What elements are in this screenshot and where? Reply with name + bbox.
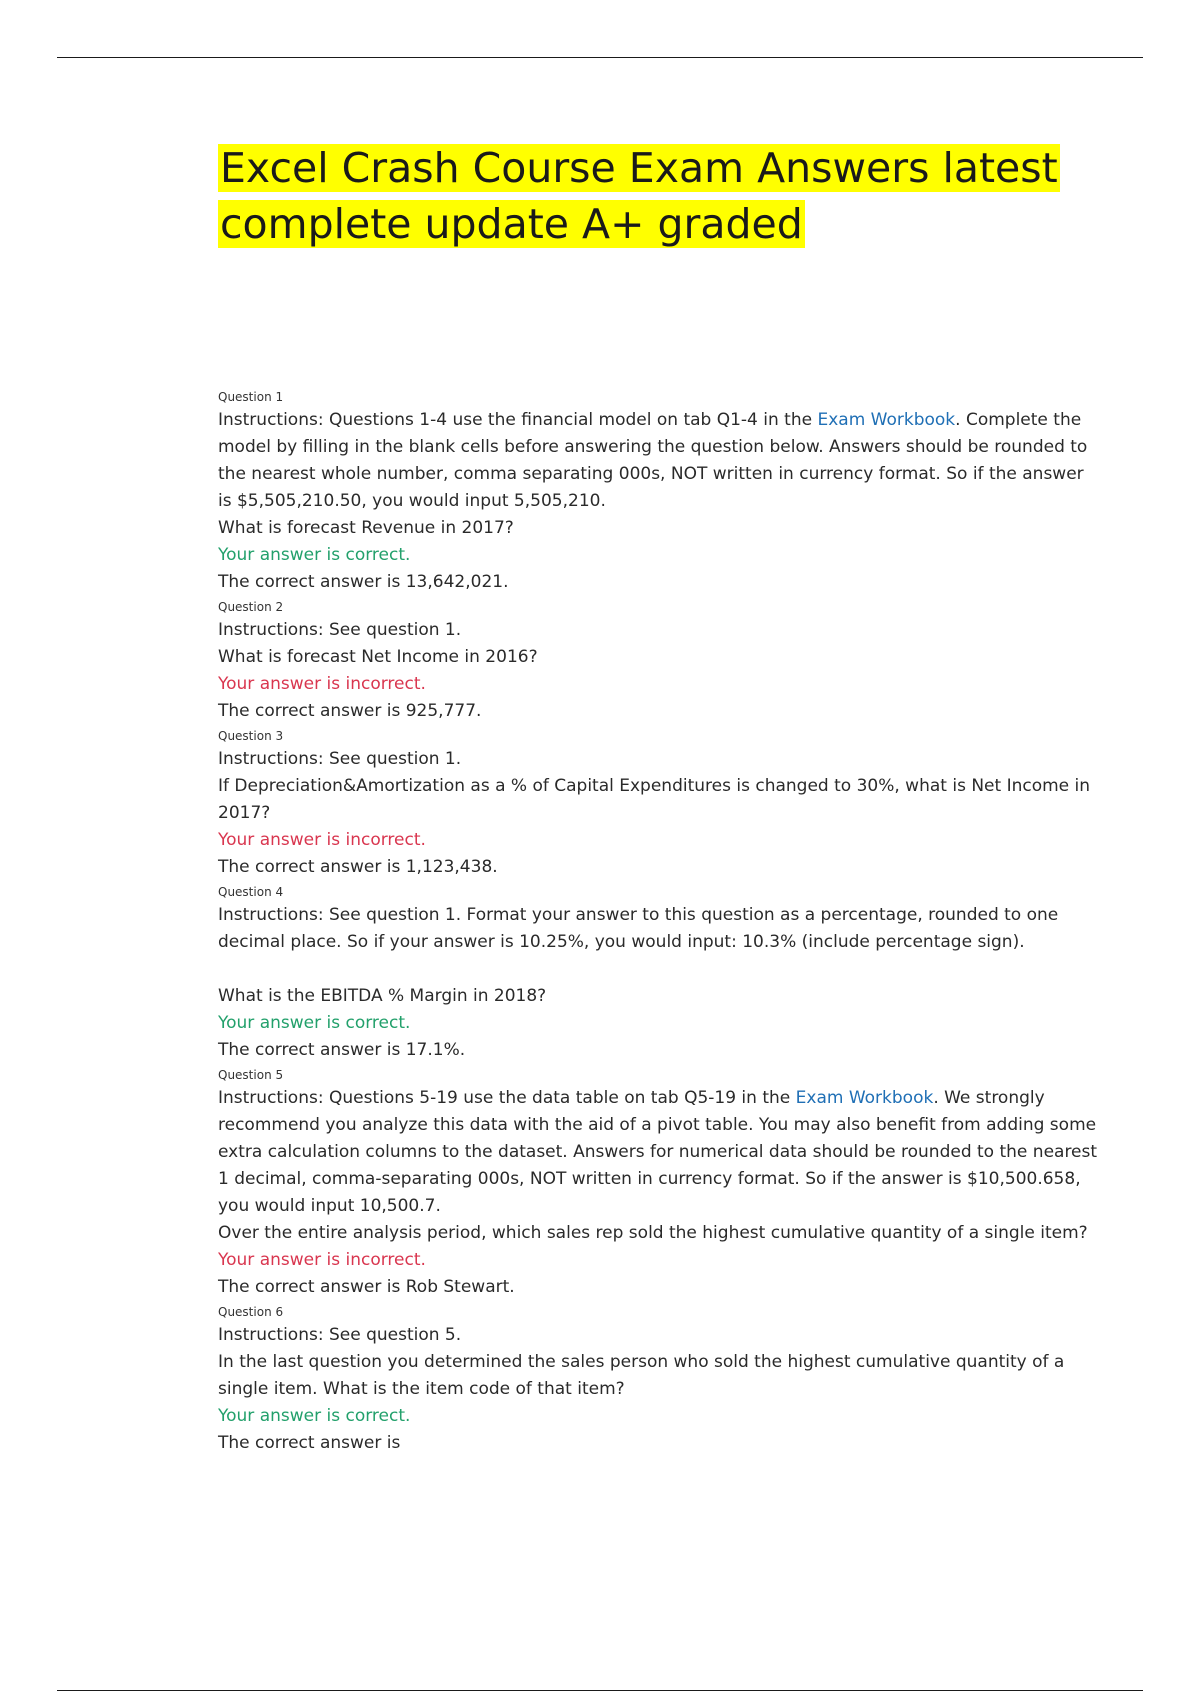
spacer — [218, 956, 1098, 983]
question-text: Over the entire analysis period, which sales rep sold the highest cumulative quantity of a single item? — [218, 1223, 1088, 1243]
question-label: Question 4 — [218, 885, 284, 899]
exam-workbook-link[interactable]: Exam Workbook — [817, 410, 956, 430]
question-instructions: Instructions: Questions 1-4 use the financial model on tab Q1-4 in the Exam Workbook. Complete the model by filling in the blank cells before answering the question below. Answers should be rounded to the nearest whole number, comma separating 000s, NOT written in currency format. So if the answer is $5,505,210.50, you would input 5,505,210. — [218, 410, 1088, 511]
question-5 — [218, 1066, 1098, 1301]
question-text: What is forecast Revenue in 2017? — [218, 518, 514, 538]
question-text: In the last question you determined the sales person who sold the highest cumulative quantity of a single item. What is the item code of that item? — [218, 1352, 1065, 1399]
answer-status: Your answer is correct. — [218, 1013, 411, 1033]
question-label: Question 3 — [218, 729, 284, 743]
correct-answer: The correct answer is Rob Stewart. — [218, 1277, 515, 1297]
question-text: What is the EBITDA % Margin in 2018? — [218, 986, 547, 1006]
correct-answer: The correct answer is 17.1%. — [218, 1040, 466, 1060]
question-instructions: Instructions: See question 1. — [218, 749, 462, 769]
answer-status: Your answer is incorrect. — [218, 674, 426, 694]
bottom-rule — [57, 1690, 1143, 1691]
question-2 — [218, 598, 1098, 725]
answer-status: Your answer is correct. — [218, 545, 411, 565]
answer-status: Your answer is incorrect. — [218, 1250, 426, 1270]
answer-status: Your answer is incorrect. — [218, 830, 426, 850]
question-label: Question 6 — [218, 1305, 284, 1319]
correct-answer: The correct answer is 1,123,438. — [218, 857, 498, 877]
question-label: Question 1 — [218, 390, 284, 404]
exam-workbook-link[interactable]: Exam Workbook — [795, 1088, 934, 1108]
question-instructions: Instructions: Questions 5-19 use the data table on tab Q5-19 in the Exam Workbook. We strongly recommend you analyze this data with the aid of a pivot table. You may also benefit from adding some extra calculation columns to the dataset. Answers for numerical data should be rounded to the nearest 1 decimal, comma-separating 000s, NOT written in currency format. So if the answer is $10,500.658, you would input 10,500.7. — [218, 1088, 1098, 1216]
question-6 — [218, 1303, 1098, 1457]
question-label: Question 2 — [218, 600, 284, 614]
question-text: If Depreciation&Amortization as a % of Capital Expenditures is changed to 30%, what is Net Income in 2017? — [218, 776, 1091, 823]
question-instructions: Instructions: See question 5. — [218, 1325, 462, 1345]
question-1 — [218, 388, 1098, 596]
question-4 — [218, 883, 1098, 1064]
title-block — [218, 140, 1118, 252]
question-instructions: Instructions: See question 1. Format your answer to this question as a percentage, rounded to one decimal place. So if your answer is 10.25%, you would input: 10.3% (include percentage sign). — [218, 905, 1059, 952]
title-line-2: complete update A+ graded — [220, 200, 803, 248]
title-line-1: Excel Crash Course Exam Answers latest — [220, 144, 1058, 192]
answer-status: Your answer is correct. — [218, 1406, 411, 1426]
question-3 — [218, 727, 1098, 881]
document-title — [218, 140, 1118, 252]
correct-answer: The correct answer is 925,777. — [218, 701, 482, 721]
questions-list — [218, 386, 1098, 1457]
question-label: Question 5 — [218, 1068, 284, 1082]
correct-answer: The correct answer is — [218, 1433, 401, 1453]
correct-answer: The correct answer is 13,642,021. — [218, 572, 509, 592]
question-text: What is forecast Net Income in 2016? — [218, 647, 538, 667]
top-rule — [57, 57, 1143, 58]
question-instructions: Instructions: See question 1. — [218, 620, 462, 640]
